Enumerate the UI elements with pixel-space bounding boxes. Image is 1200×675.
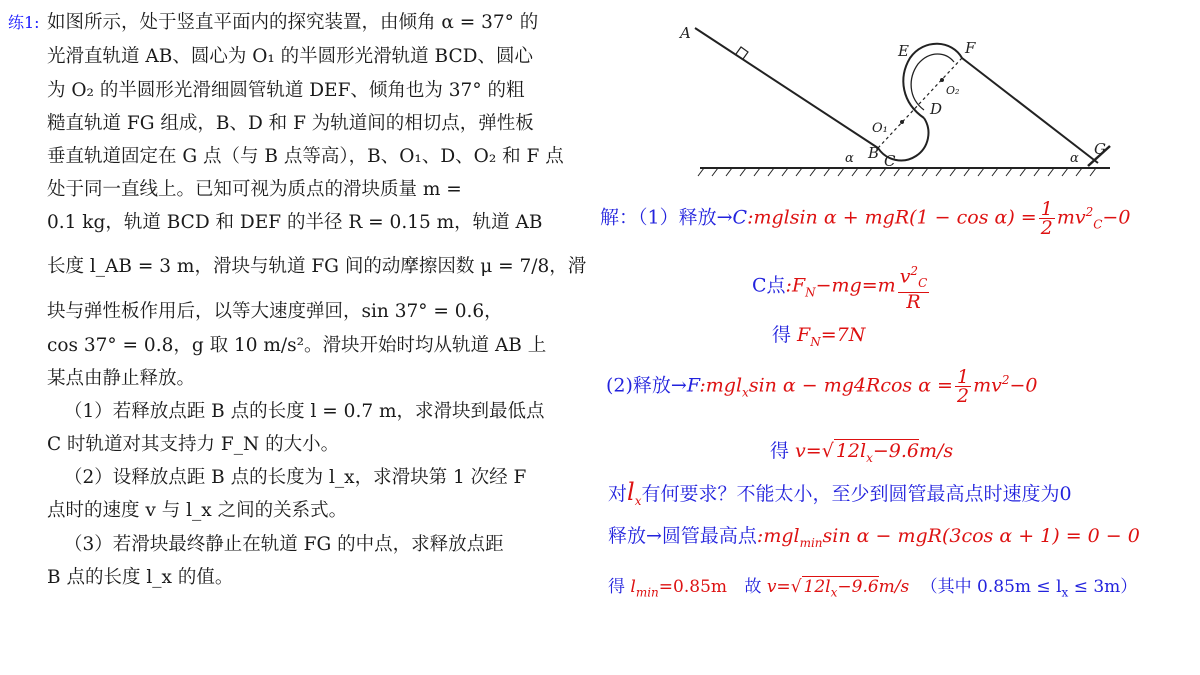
fraction-half-2: $\frac{1}{2}$: [956, 366, 970, 407]
fraction-vc2-r: $\frac{v^2_C}{R}$: [899, 264, 928, 314]
exercise-tag: 练1:: [8, 13, 40, 32]
label-f: F: [965, 39, 976, 57]
label-o1: O₁: [872, 121, 888, 136]
solution-line-6: 对$l_x$有何要求？不能太小，至少到圆管最高点时速度为0: [608, 478, 1072, 508]
problem-line: 块与弹性板作用后，以等大速度弹回，sin 37° = 0.6，: [47, 301, 503, 322]
o2-point: [940, 78, 944, 82]
solution-line-3: 得 $F_N=7N$: [772, 324, 866, 349]
problem-line: （3）若滑块最终静止在轨道 FG 的中点，求释放点距: [64, 534, 504, 555]
label-o2: O₂: [946, 84, 960, 97]
solution-line-1: 解：（1）释放→C:mglsin α + mgR(1 − cos α) = $\frac{1}{2}$ $mv^2_C-0$: [600, 198, 1131, 239]
label-d: D: [930, 100, 943, 118]
label-a: A: [680, 24, 691, 42]
problem-line: 为 O₂ 的半圆形光滑细圆管轨道 DEF、倾角也为 37° 的粗: [47, 80, 525, 101]
label-alpha-b: α: [845, 151, 854, 166]
solution-line-8: 得 $l_{min}=0.85m$ 故 v=√ $12l_x-9.6m/s$ （其中 $0.85m \le l_x \le 3m$）: [608, 577, 1138, 600]
label-c: C: [884, 152, 896, 170]
fraction-half: $\frac{1}{2}$: [1040, 198, 1053, 239]
problem-line: 长度 l_AB = 3 m，滑块与轨道 FG 间的动摩擦因数 μ = 7/8，滑: [47, 256, 587, 277]
problem-line: 处于同一直线上。已知可视为质点的滑块质量 m =: [47, 179, 462, 200]
problem-line: cos 37° = 0.8，g 取 10 m/s²。滑块开始时均从轨道 AB 上: [47, 335, 547, 356]
problem-line: 垂直轨道固定在 G 点（与 B 点等高），B、O₁、D、O₂ 和 F 点: [47, 146, 564, 167]
label-g: G: [1094, 140, 1106, 158]
label-alpha-g: α: [1070, 151, 1079, 166]
problem-line: （1）若释放点距 B 点的长度 l = 0.7 m，求滑块到最低点: [64, 401, 545, 422]
problem-line: （2）设释放点距 B 点的长度为 l_x，求滑块第 1 次经 F: [64, 467, 527, 488]
solution-line-7: 释放→圆管最高点:mgl$_{min}$sin α − mgR(3cos α + 1) = 0 − 0: [608, 525, 1140, 550]
label-e: E: [898, 42, 909, 60]
ground-hatch: [698, 168, 1096, 176]
problem-line: B 点的长度 l_x 的值。: [47, 567, 234, 588]
problem-line: C 时轨道对其支持力 F_N 的大小。: [47, 434, 340, 455]
solution-line-4: (2)释放→F:mgl$_x$sin α − mg4Rcos α = $\frac{1}{2}$ $mv^2-0$: [606, 366, 1038, 407]
sqrt-expression: $12l_x-9.6$: [835, 440, 919, 465]
o1-point: [900, 120, 904, 124]
track-fg: [962, 58, 1098, 163]
label-b: B: [868, 144, 880, 162]
track-ab: [695, 28, 878, 148]
problem-line: 点时的速度 v 与 l_x 之间的关系式。: [47, 500, 348, 521]
problem-line: 某点由静止释放。: [47, 368, 196, 389]
problem-line: 0.1 kg，轨道 BCD 和 DEF 的半径 R = 0.15 m，轨道 AB: [47, 212, 543, 233]
problem-line: 糙直轨道 FG 组成，B、D 和 F 为轨道间的相切点，弹性板: [47, 113, 534, 134]
solution-line-5: 得 v=√ $12l_x-9.6m/s$: [770, 440, 954, 465]
center-line: [878, 58, 962, 148]
apparatus-diagram: [640, 18, 1140, 183]
problem-line: 光滑直轨道 AB、圆心为 O₁ 的半圆形光滑轨道 BCD、圆心: [47, 46, 533, 67]
solution-line-2: C点$:F_N-mg=m$ $\frac{v^2_C}{R}$: [752, 264, 928, 314]
problem-line: 如图所示，处于竖直平面内的探究装置，由倾角 α = 37° 的: [47, 12, 539, 33]
